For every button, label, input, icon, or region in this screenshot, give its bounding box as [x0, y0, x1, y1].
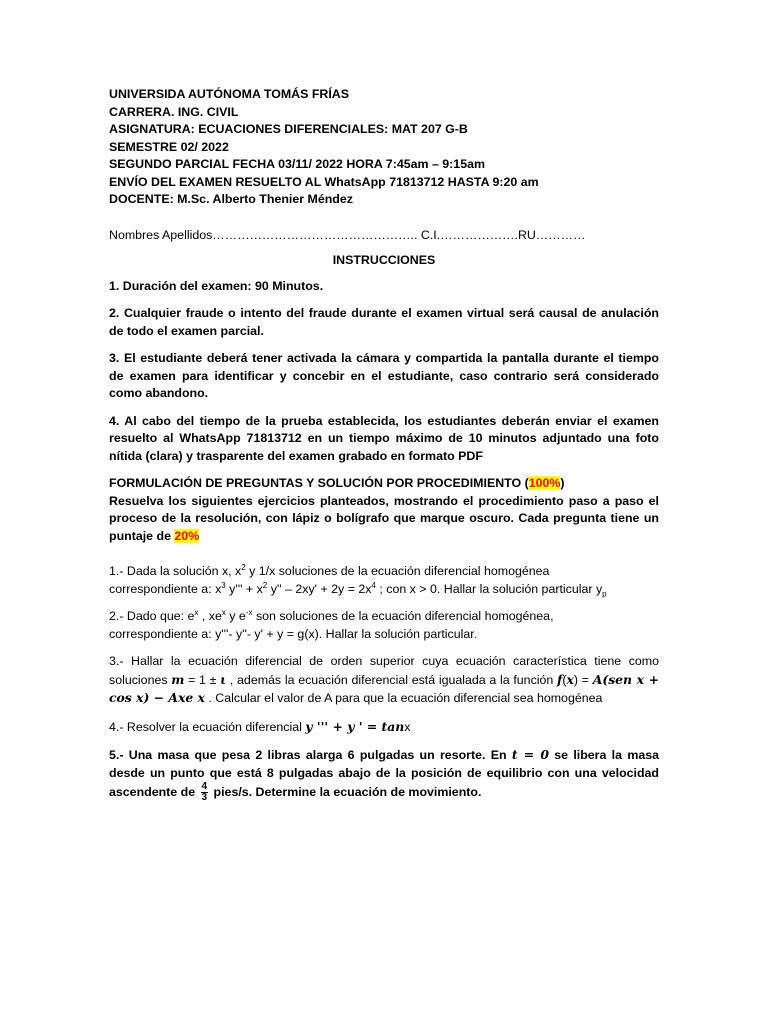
exam-date-line: SEGUNDO PARCIAL FECHA 03/11/ 2022 HORA 7:45am – 9:15am	[109, 157, 485, 171]
career-line: CARRERA. ING. CIVIL	[109, 104, 239, 119]
percent-highlight: 100%	[528, 476, 561, 490]
send-line: ENVÍO DEL EXAMEN RESUELTO AL WhatsApp 71813712 HASTA 9:20 am	[109, 174, 539, 189]
fraction: $\frac{4}{3}$	[201, 781, 208, 803]
question-3: 3.- Hallar la ecuación diferencial de orden superior cuya ecuación característica tiene como soluciones m = 1 ± ι , además la ecuación diferencial está igualada a la función f(x) = A(sen x + cos x) − Axe x . Calcular el valor de A para que la ecuación diferencial sea homogénea	[109, 654, 659, 705]
header-block	[109, 86, 659, 209]
instruction-item: 1. Duración del examen: 90 Minutos.	[109, 278, 324, 293]
university-name: UNIVERSIDA AUTÓNOMA TOMÁS FRÍAS	[109, 87, 350, 101]
teacher-line: DOCENTE: M.Sc. Alberto Thenier Méndez	[109, 192, 353, 206]
formulation-body: Resuelva los siguientes ejercicios planteados, mostrando el procedimiento paso a paso el proceso de la resolución, con lápiz o bolígrafo que marque oscuro. Cada pregunta tiene un puntaje de 20%	[109, 493, 659, 543]
student-info-line: Nombres Apellidos………………………………………….. C.I.……………….RU…………	[109, 227, 586, 242]
question-1: 1.- Dada la solución x, $x^2$ y 1/x soluciones de la ecuación diferencial homogénea correspondiente a: $x^3$ $y''' + x^2$ $y'' - 2xy' + 2y = 2x^4$ ; con x > 0. Hallar la solución particular $y_p$	[109, 562, 607, 598]
instruction-item: 4. Al cabo del tiempo de la prueba establecida, los estudiantes deberán enviar el examen resuelto al WhatsApp 71813712 en un tiempo máximo de 10 minutos adjuntado una foto nítida (clara) y trasparente del examen grabado en formato PDF	[109, 413, 659, 463]
semester-line: SEMESTRE 02/ 2022	[109, 139, 229, 154]
instructions-title: INSTRUCCIONES	[332, 253, 436, 267]
exam-content	[109, 86, 659, 803]
instruction-item: 2. Cualquier fraude o intento del fraude durante el examen virtual será causal de anulación de todo el examen parcial.	[109, 306, 659, 338]
question-4: 4.- Resolver la ecuación diferencial y ''' + y ' = tanx	[109, 718, 411, 734]
question-5: 5.- Una masa que pesa 2 libras alarga 6 pulgadas un resorte. En t = 0 se libera la masa desde un punto que está 8 pulgadas abajo de la posición de equilibrio con una velocidad ascendente de $\frac{4}{3}$ pies/s. Determine la ecuación de movimiento.	[109, 747, 660, 803]
question-2: 2.- Dado que: $e^x$ , $xe^x$ y $e^{-x}$ son soluciones de la ecuación diferencial homogénea, correspondiente a: y'''- y''- y' + y = g(x). Hallar la solución particular.	[109, 607, 554, 641]
subject-line: ASIGNATURA: ECUACIONES DIFERENCIALES: MAT 207 G-B	[109, 122, 468, 136]
percent-highlight: 20%	[174, 528, 200, 543]
formulation-title: FORMULACIÓN DE PREGUNTAS Y SOLUCIÓN POR PROCEDIMIENTO (100%)	[109, 476, 565, 490]
instruction-item: 3. El estudiante deberá tener activada la cámara y compartida la pantalla durante el tiempo de examen para identificar y concebir en el estudiante, caso contrario será considerado como abandono.	[109, 351, 659, 400]
